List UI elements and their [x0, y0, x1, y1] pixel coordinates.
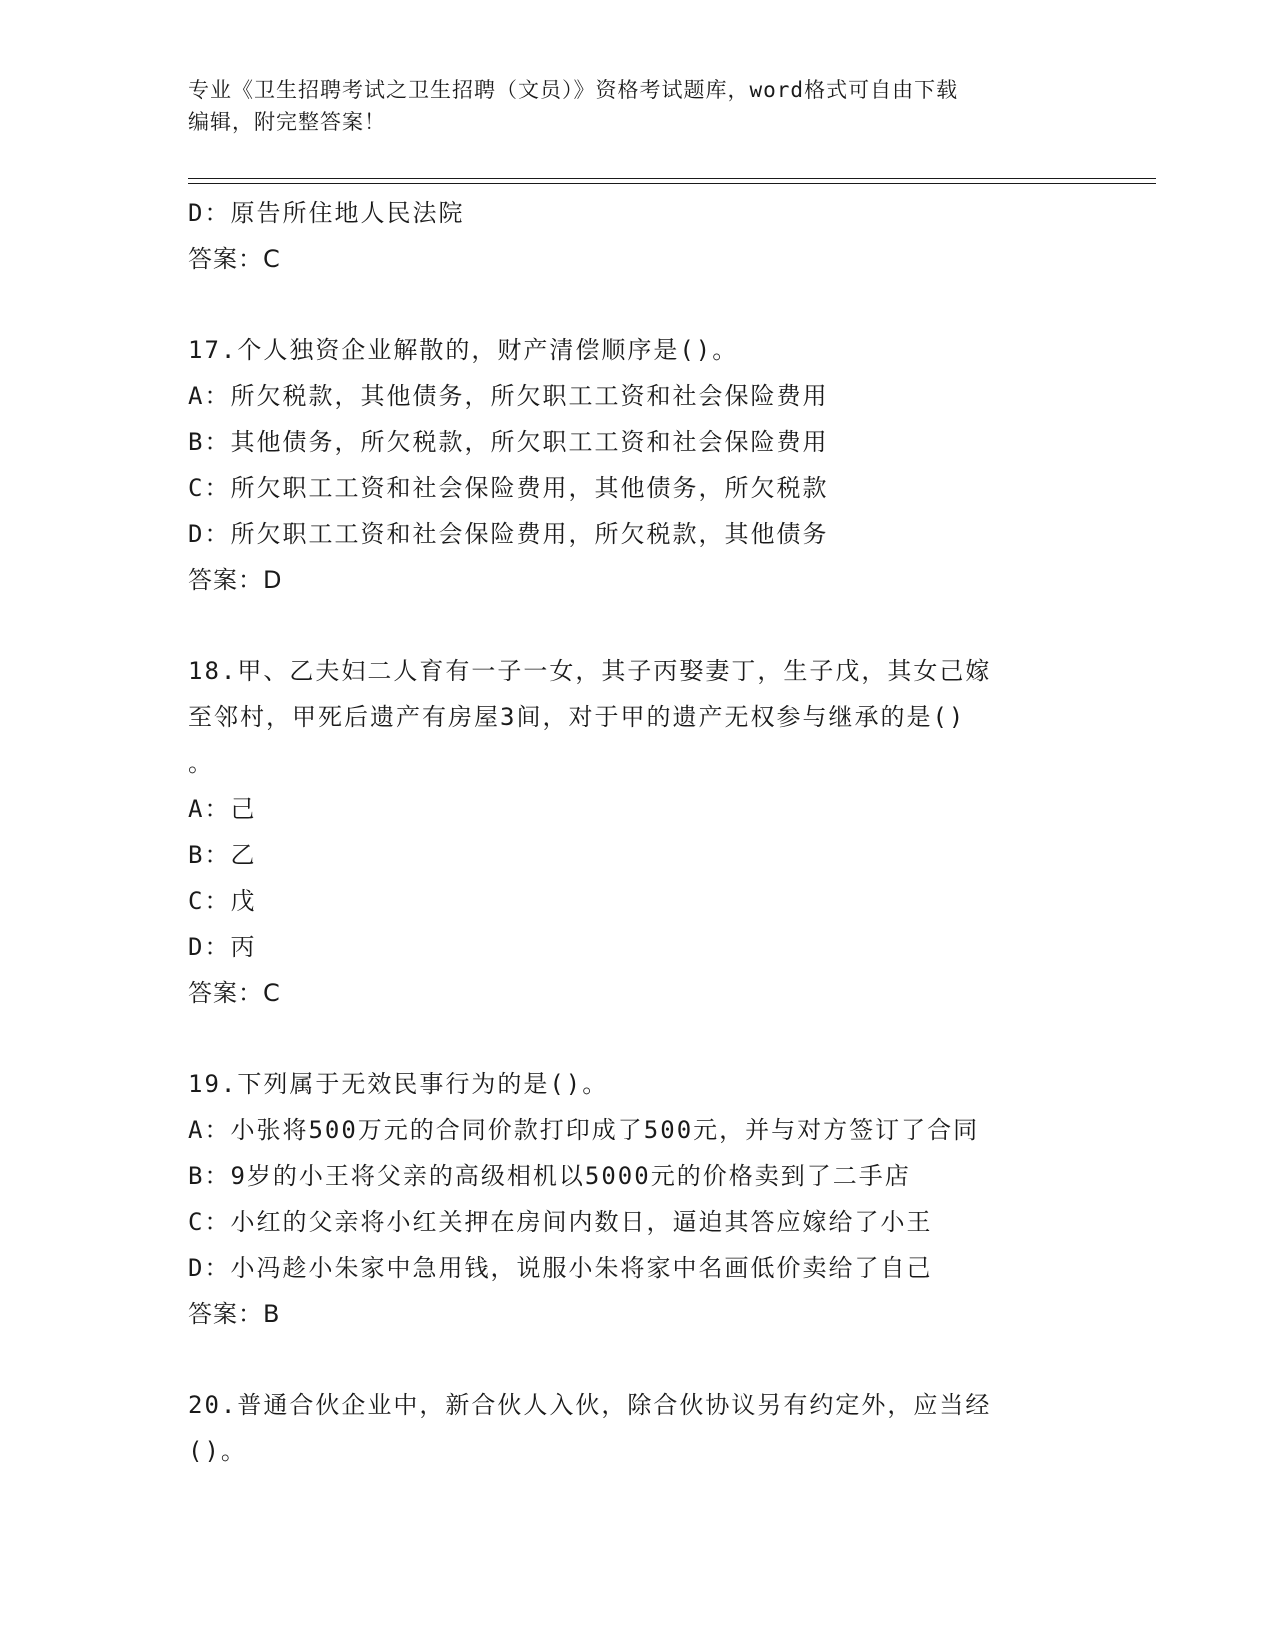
question-stem-line-2: 至邻村，甲死后遗产有房屋3间，对于甲的遗产无权参与继承的是() [188, 703, 966, 731]
option-b: B：其他债务，所欠税款，所欠职工工资和社会保险费用 [188, 428, 829, 456]
question-19 [188, 1061, 1088, 1337]
question-content [188, 190, 1088, 1474]
question-stem-line-3: 。 [188, 749, 214, 777]
option-c: C：所欠职工工资和社会保险费用，其他债务，所欠税款 [188, 474, 829, 502]
question-stem: 17.个人独资企业解散的，财产清偿顺序是()。 [188, 336, 739, 364]
option-b: B：乙 [188, 841, 257, 869]
question-20 [188, 1382, 1088, 1474]
option-d: D：所欠职工工资和社会保险费用，所欠税款，其他债务 [188, 520, 829, 548]
document-header [188, 74, 1088, 138]
option-d: D：丙 [188, 933, 257, 961]
header-line-2: 编辑，附完整答案！ [188, 110, 386, 134]
answer: 答案：C [188, 245, 281, 273]
option-a: A：小张将500万元的合同价款打印成了500元，并与对方签订了合同 [188, 1116, 980, 1144]
option-a: A：所欠税款，其他债务，所欠职工工资和社会保险费用 [188, 382, 829, 410]
answer: 答案：B [188, 1300, 281, 1328]
header-divider-top [188, 178, 1156, 179]
question-stem-line-1: 20.普通合伙企业中，新合伙人入伙，除合伙协议另有约定外，应当经 [188, 1391, 992, 1419]
question-18 [188, 648, 1088, 1016]
question-stem: 19.下列属于无效民事行为的是()。 [188, 1070, 609, 1098]
option-b: B：9岁的小王将父亲的高级相机以5000元的价格卖到了二手店 [188, 1162, 911, 1190]
option-d: D：小冯趁小朱家中急用钱，说服小朱将家中名画低价卖给了自己 [188, 1254, 933, 1282]
header-line-1: 专业《卫生招聘考试之卫生招聘（文员）》资格考试题库，word格式可自由下载 [188, 78, 959, 102]
question-stem-line-1: 18.甲、乙夫妇二人育有一子一女，其子丙娶妻丁，生子戊，其女己嫁 [188, 657, 992, 685]
answer: 答案：C [188, 979, 281, 1007]
option-d: D：原告所住地人民法院 [188, 199, 465, 227]
option-c: C：小红的父亲将小红关押在房间内数日，逼迫其答应嫁给了小王 [188, 1208, 933, 1236]
question-previous [188, 190, 1088, 282]
question-17 [188, 327, 1088, 603]
option-c: C：戊 [188, 887, 257, 915]
header-divider-bottom [188, 183, 1156, 184]
option-a: A：己 [188, 795, 257, 823]
question-stem-line-2: ()。 [188, 1437, 247, 1465]
answer: 答案：D [188, 566, 283, 594]
